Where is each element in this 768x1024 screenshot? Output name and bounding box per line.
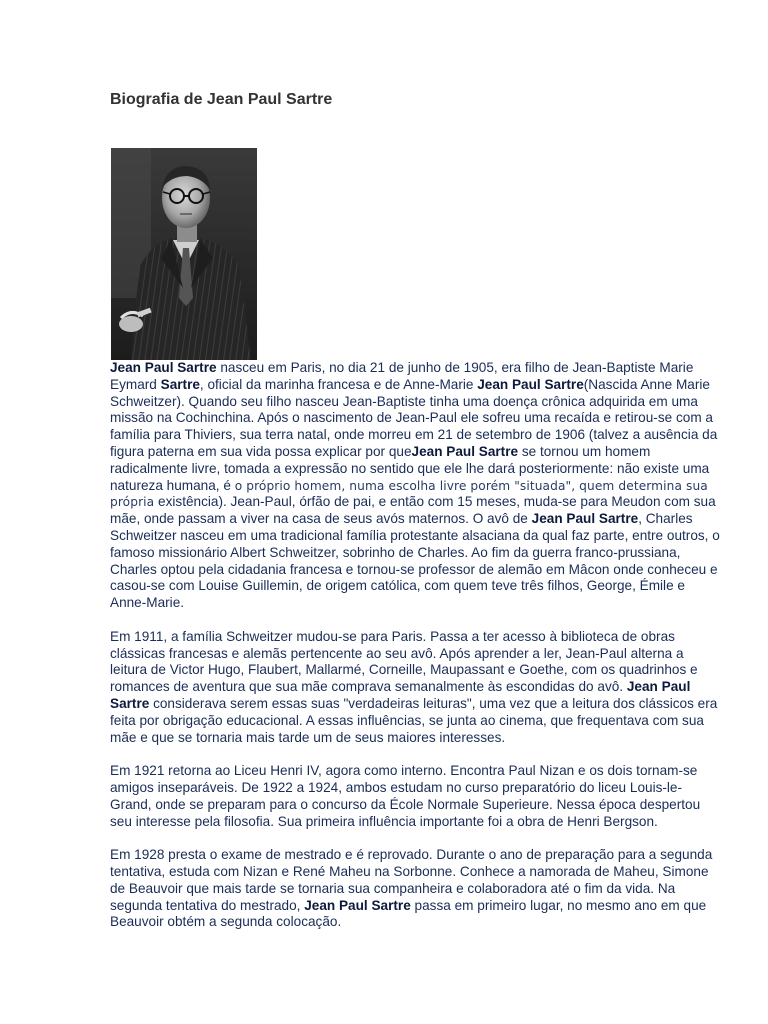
text-span: passa em primeiro lugar, no mesmo ano em que Beauvoir obtém a segunda colocação. [110, 897, 707, 930]
paragraph-4 [110, 847, 720, 931]
text-span: , Charles Schweitzer nasceu em uma tradicional família protestante alsaciana da qual faz parte, entre outros, o famoso missionário Albert Schweitzer, sobrinho de Charles. Ao fim da guerra franco-prussiana, Charles optou pela cidadania francesa e tornou-se professor de alemão em Mâcon onde conheceu e casou-se com Louise Guillemin, de origem católica, com quem teve três filhos, George, Émile e Anne-Marie. [110, 511, 720, 611]
text-span: Em 1911, a família Schweitzer mudou-se para Paris. Passa a ter acesso à biblioteca de obras clássicas francesas e alemãs pertencente ao seu avô. Após aprender a ler, Jean-Paul alterna a leitura de Victor Hugo, Flaubert, Mallarmé, Corneille, Maupassant e Goethe, com os quadrinhos e romances de aventura que sua mãe comprava semanalmente às escondidas do avô. [110, 628, 698, 695]
paragraph-1 [110, 360, 720, 612]
paragraph-3 [110, 763, 720, 830]
bold-name: Jean Paul Sartre [531, 511, 639, 527]
bold-name: Jean Paul Sartre [477, 376, 584, 392]
alt-font-span: o próprio homem, numa escolha livre porém "situada", quem determina sua própria [110, 478, 708, 510]
bold-name: Jean Paul Sartre [110, 360, 217, 375]
bold-name: Sartre [160, 376, 200, 392]
text-span: considerava serem essas suas "verdadeiras leituras", uma vez que a leitura dos clássicos era feita por obrigação educacional. A essas influências, se junta ao cinema, que frequentava com sua mãe e que se tornaria mais tarde um de seus maiores interesses. [110, 695, 718, 745]
text-span: (Nascida Anne Marie Schweitzer). Quando seu filho nasceu Jean-Baptiste tinha uma doença crônica adquirida em uma missão na Cochinchina. Após o nascimento de Jean-Paul ele sofreu uma recaída e retirou-se com a família para Thiviers, sua terra natal, onde morreu em 21 de setembro de 1906 (talvez a ausência da figura paterna em sua vida possa explicar por que [110, 376, 718, 459]
bold-name: Jean Paul Sartre [304, 897, 411, 913]
bold-name: Jean Paul Sartre [411, 443, 519, 459]
text-span: Em 1928 presta o exame de mestrado e é reprovado. Durante o ano de preparação para a segunda tentativa, estuda com Nizan e René Maheu na Sorbonne. Conhece a namorada de Maheu, Simone de Beauvoir que mais tarde se tornaria sua companheira e colaboradora até o fim da vida. Na segunda tentativa do mestrado, [110, 847, 713, 913]
portrait-illustration [111, 148, 257, 360]
text-span: nasceu em Paris, no dia 21 de junho de 1905, era filho de Jean-Baptiste Marie Eymard [110, 360, 694, 392]
text-span: se tornou um homem radicalmente livre, tomada a expressão no sentido que ele lhe dará posteriormente: não existe uma natureza humana, é [110, 443, 710, 493]
paragraph-2 [110, 629, 720, 747]
page-title: Biografia de Jean Paul Sartre [110, 91, 333, 108]
bold-name: Jean Paul Sartre [110, 679, 691, 711]
text-span: Em 1921 retorna ao Liceu Henri IV, agora como interno. Encontra Paul Nizan e os dois tornam-se amigos inseparáveis. De 1922 a 1924, ambos estudam no curso preparatório do liceu Louis-le-Grand, onde se preparam para o concurso da École Normale Superieure. Nessa época despertou seu interesse pela filosofia. Sua primeira influência importante foi a obra de Henri Bergson. [110, 763, 701, 829]
portrait-photo [111, 148, 257, 360]
text-span: , oficial da marinha francesa e de Anne-Marie [199, 376, 478, 392]
biography-text [110, 360, 720, 948]
text-span: existência). Jean-Paul, órfão de pai, e então com 15 meses, muda-se para Meudon com sua mãe, onde passam a viver na casa de seus avós maternos. O avô de [110, 494, 716, 527]
